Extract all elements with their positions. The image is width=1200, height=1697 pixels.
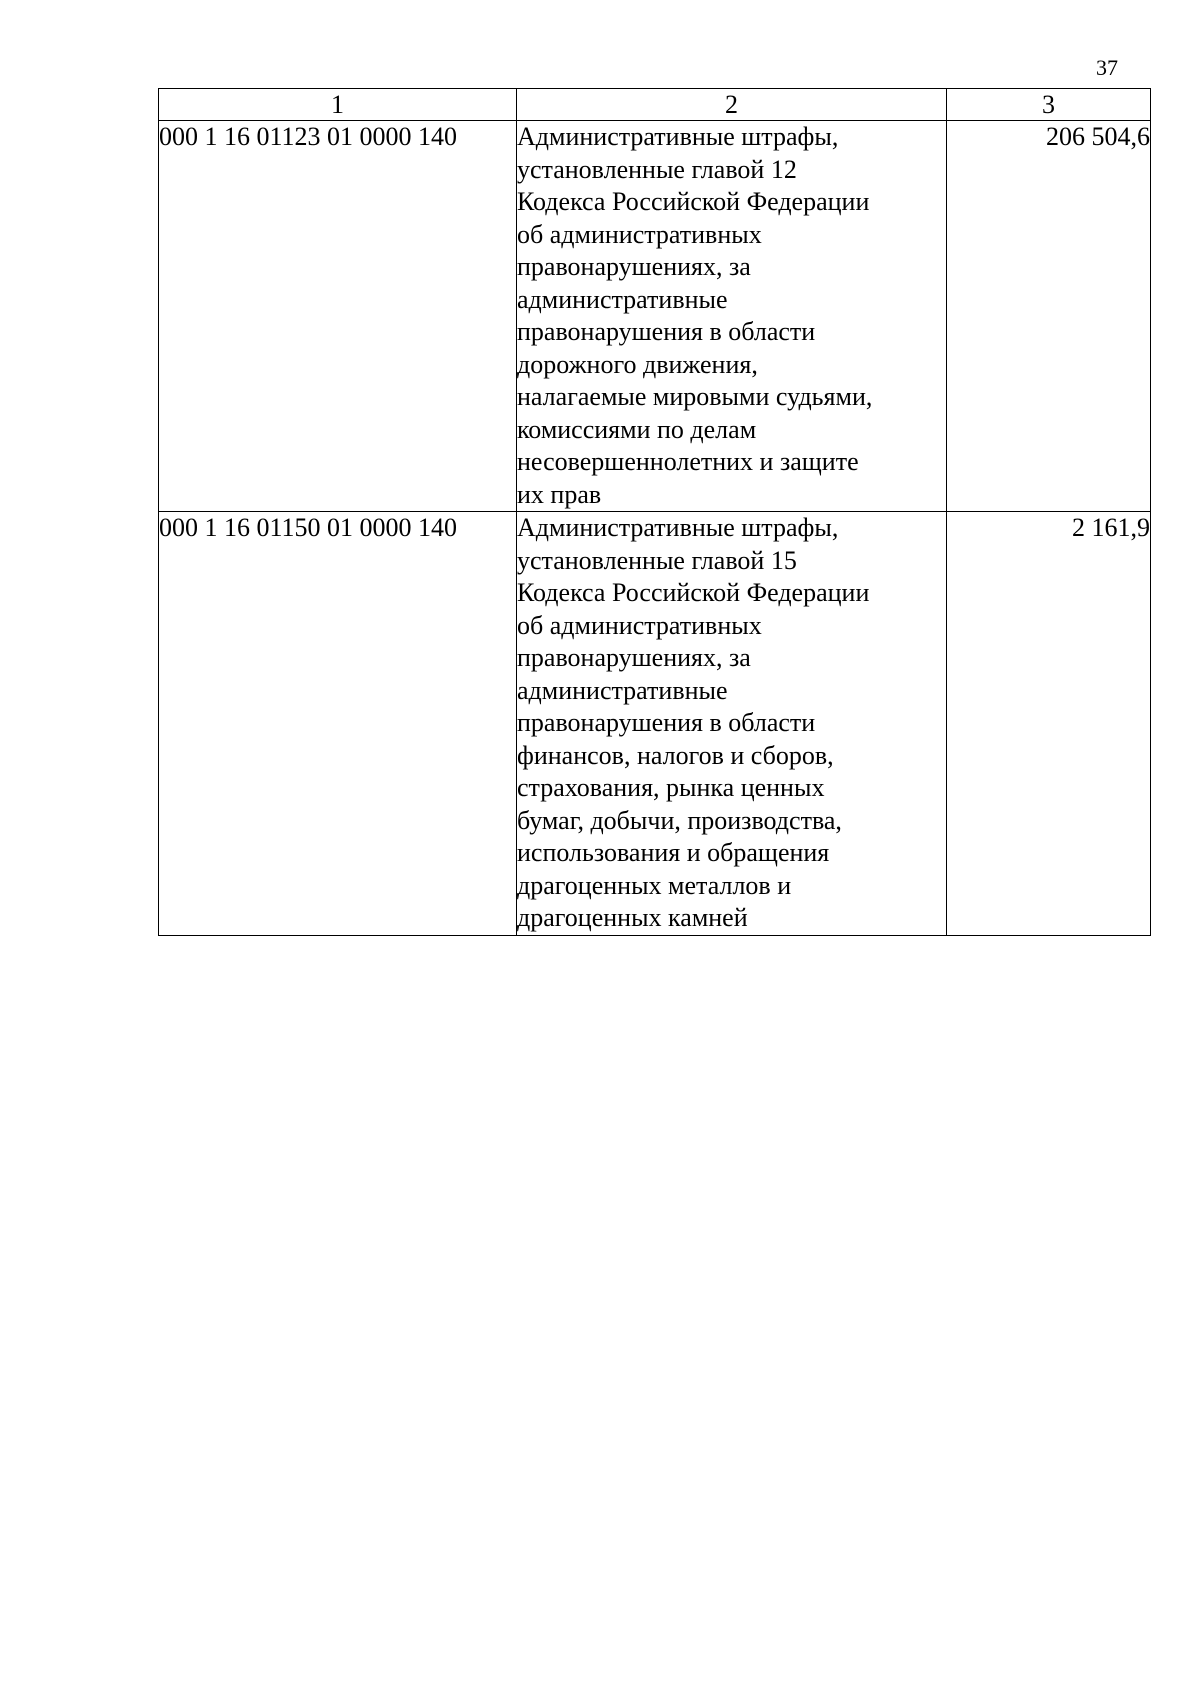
description-line: административные [517,284,728,314]
header-column-1: 1 [159,89,517,121]
budget-code: 000 1 16 01123 01 0000 140 [159,121,517,512]
description-line: Административные штрафы, [517,122,839,151]
amount-value: 206 504,6 [947,121,1151,512]
description-line: их прав [517,479,602,509]
description-line: дорожного движения, [517,349,758,379]
header-column-3: 3 [947,89,1151,121]
income-description [517,512,947,936]
income-description [517,121,947,512]
description-line: административные [517,675,728,705]
description-line: бумаг, добычи, производства, [517,805,842,835]
description-line: установленные главой 15 [517,545,797,575]
description-line: страхования, рынка ценных [517,773,825,802]
description-line: правонарушения в области [517,317,816,346]
description-line: правонарушениях, за [517,643,751,672]
description-line: правонарушения в области [517,708,816,737]
description-line: об административных [517,219,762,249]
budget-table [158,88,1151,936]
description-line: комиссиями по делам [517,414,757,444]
description-line: об административных [517,610,762,640]
description-line: правонарушениях, за [517,252,751,281]
description-line: драгоценных камней [517,903,748,932]
description-line: несовершеннолетних и защите [517,447,859,476]
description-line: установленные главой 12 [517,154,797,184]
description-line: Кодекса Российской Федерации [517,187,870,216]
description-line: Кодекса Российской Федерации [517,578,870,607]
table-row [159,121,1151,512]
description-line: налагаемые мировыми судьями, [517,382,873,411]
description-line: использования и обращения [517,838,830,867]
description-line: драгоценных металлов и [517,870,792,900]
description-line: финансов, налогов и сборов, [517,740,834,770]
amount-value: 2 161,9 [947,512,1151,936]
table-header-row [159,89,1151,121]
description-line: Административные штрафы, [517,513,839,542]
budget-code: 000 1 16 01150 01 0000 140 [159,512,517,936]
page-number: 37 [1096,55,1118,80]
table-row [159,512,1151,936]
header-column-2: 2 [517,89,947,121]
